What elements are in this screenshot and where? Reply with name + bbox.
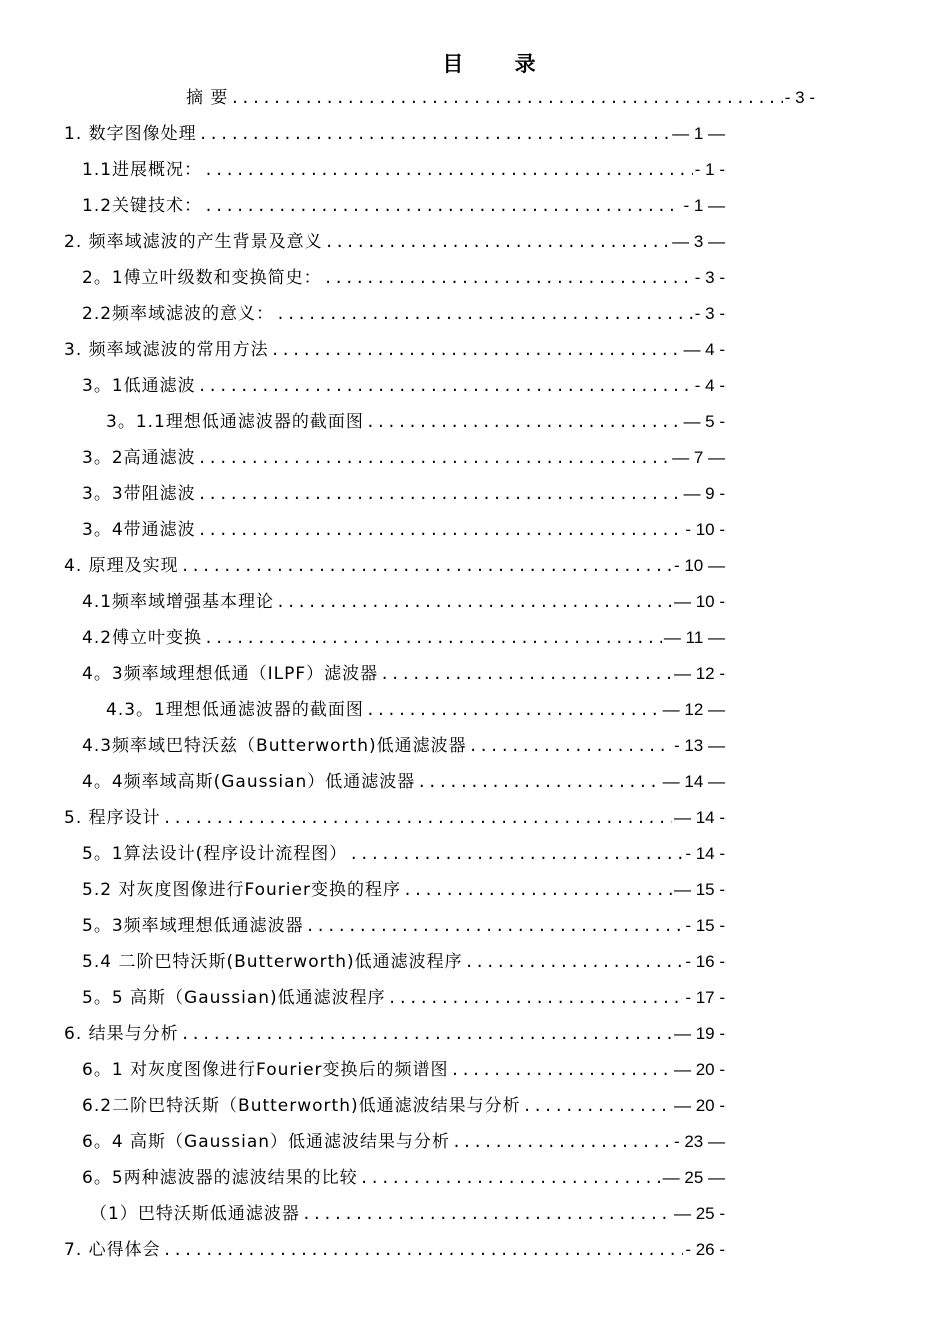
toc-entry-label: 4.3。1理想低通滤波器的截面图	[106, 700, 364, 720]
toc-entry-page-number: — 12 —	[662, 700, 725, 719]
toc-entry-page-number: - 17 -	[685, 988, 725, 1007]
toc-dot-leader	[204, 188, 681, 224]
toc-entry[interactable]	[90, 1196, 725, 1232]
toc-entry-label: 6. 结果与分析	[64, 1024, 179, 1044]
toc-entry-page-number: - 14 -	[685, 844, 725, 863]
toc-entry-page-number: - 13 —	[673, 736, 725, 755]
toc-entry-page-number: — 4 -	[683, 340, 725, 359]
toc-entry-label: 3. 频率域滤波的常用方法	[64, 340, 269, 360]
toc-entry-page-number: - 15 -	[685, 916, 725, 935]
toc-dot-leader	[230, 80, 782, 116]
toc-dot-leader	[276, 296, 693, 332]
toc-entry-label: 2.2频率域滤波的意义：	[82, 304, 275, 324]
toc-entry-page-number: — 25 —	[662, 1168, 725, 1187]
toc-entry-label: 1. 数字图像处理	[64, 124, 197, 144]
toc-dot-leader	[349, 836, 683, 872]
toc-entry-page-number: - 16 -	[685, 952, 725, 971]
toc-entry-label: 2. 频率域滤波的产生背景及意义	[64, 232, 323, 252]
toc-dot-leader	[366, 404, 682, 440]
toc-dot-leader	[302, 1196, 672, 1232]
toc-dot-leader	[181, 1016, 672, 1052]
toc-entry[interactable]	[82, 188, 725, 224]
toc-entry[interactable]	[64, 116, 725, 152]
toc-entry-page-number: - 1 —	[683, 196, 725, 215]
toc-entry-page-number: - 1 -	[694, 160, 725, 179]
toc-entry[interactable]	[64, 332, 725, 368]
toc-entry[interactable]	[82, 836, 725, 872]
toc-entry-page-number: — 25 -	[673, 1204, 725, 1223]
toc-entry-label: 4。4频率域高斯(Gaussian）低通滤波器	[82, 772, 416, 792]
toc-entry[interactable]	[106, 404, 725, 440]
toc-entry-label: 3。2高通滤波	[82, 448, 196, 468]
toc-dot-leader	[198, 476, 682, 512]
toc-entry-label: 2。1傅立叶级数和变换简史：	[82, 268, 322, 288]
toc-entry[interactable]	[82, 296, 725, 332]
toc-entry[interactable]	[64, 224, 725, 260]
toc-entry-label: （1）巴特沃斯低通滤波器	[90, 1204, 300, 1224]
toc-entry-label: 5。3频率域理想低通滤波器	[82, 916, 304, 936]
toc-entry-page-number: — 9 -	[683, 484, 725, 503]
toc-entry-page-number: — 19 -	[673, 1024, 725, 1043]
toc-dot-leader	[306, 908, 684, 944]
toc-entry[interactable]	[82, 908, 725, 944]
toc-entry-page-number: — 3 —	[672, 232, 725, 251]
toc-entry-label: 4.3频率域巴特沃兹（Butterworth)低通滤波器	[82, 736, 467, 756]
toc-dot-leader	[198, 440, 670, 476]
toc-dot-leader	[380, 656, 672, 692]
toc-title: 目 录	[442, 52, 558, 76]
toc-entry-label: 3。3带阻滤波	[82, 484, 196, 504]
toc-dot-leader	[388, 980, 684, 1016]
toc-entry-label: 6。5两种滤波器的滤波结果的比较	[82, 1168, 358, 1188]
toc-entry[interactable]	[82, 260, 725, 296]
toc-dot-leader	[199, 116, 670, 152]
toc-entry[interactable]	[82, 1052, 725, 1088]
toc-dot-leader	[325, 224, 670, 260]
toc-entry-page-number: - 26 -	[685, 1240, 725, 1259]
toc-entry-page-number: — 12 -	[673, 664, 725, 683]
toc-entry-page-number: - 3 -	[694, 268, 725, 287]
toc-entry-page-number: - 10 —	[673, 556, 725, 575]
toc-entry[interactable]	[82, 1088, 725, 1124]
toc-entry[interactable]	[64, 1016, 725, 1052]
toc-entry[interactable]	[64, 548, 725, 584]
toc-entry[interactable]	[82, 584, 725, 620]
toc-entry-page-number: — 15 -	[673, 880, 725, 899]
toc-entry[interactable]	[64, 1232, 725, 1268]
toc-entry[interactable]	[82, 440, 725, 476]
toc-entry[interactable]	[82, 656, 725, 692]
toc-entry-page-number: — 11 —	[663, 628, 725, 647]
toc-entry[interactable]	[82, 728, 725, 764]
toc-dot-leader	[403, 872, 672, 908]
toc-entry-label: 4.1频率域增强基本理论	[82, 592, 275, 612]
toc-entry-label: 3。1.1理想低通滤波器的截面图	[106, 412, 364, 432]
toc-dot-leader	[523, 1088, 672, 1124]
toc-entry-page-number: - 23 —	[673, 1132, 725, 1151]
toc-entry-label: 5.4 二阶巴特沃斯(Butterworth)低通滤波程序	[82, 952, 463, 972]
toc-entry-label: 5。1算法设计(程序设计流程图）	[82, 844, 348, 864]
toc-entry-page-number: — 10 -	[673, 592, 725, 611]
toc-dot-leader	[204, 152, 693, 188]
toc-dot-leader	[469, 728, 672, 764]
toc-entry-page-number: - 3 -	[784, 88, 815, 107]
toc-entry[interactable]	[64, 800, 725, 836]
toc-dot-leader	[324, 260, 693, 296]
toc-dot-leader	[271, 332, 682, 368]
toc-entry-page-number: - 4 -	[694, 376, 725, 395]
toc-entry[interactable]	[82, 476, 725, 512]
toc-dot-leader	[163, 800, 672, 836]
toc-entry-label: 5. 程序设计	[64, 808, 161, 828]
toc-dot-leader	[204, 620, 662, 656]
toc-entry[interactable]	[82, 1124, 725, 1160]
toc-dot-leader	[198, 368, 693, 404]
toc-entry[interactable]	[82, 872, 725, 908]
toc-dot-leader	[181, 548, 672, 584]
toc-entry-label: 3。4带通滤波	[82, 520, 196, 540]
toc-entry-page-number: — 20 -	[673, 1060, 725, 1079]
toc-entry-label: 1.1进展概况：	[82, 160, 203, 180]
toc-entry[interactable]	[186, 80, 815, 116]
toc-entry-page-number: — 7 —	[672, 448, 725, 467]
toc-entry[interactable]	[82, 764, 725, 800]
toc-entry[interactable]	[82, 620, 725, 656]
toc-entry-label: 摘 要	[186, 88, 229, 108]
toc-entry-page-number: — 14 -	[673, 808, 725, 827]
toc-entry-label: 4。3频率域理想低通（ILPF）滤波器	[82, 664, 379, 684]
toc-entry-page-number: — 14 —	[662, 772, 725, 791]
toc-entry-label: 5。5 高斯（Gaussian)低通滤波程序	[82, 988, 386, 1008]
toc-entry-label: 6。1 对灰度图像进行Fourier变换后的频谱图	[82, 1060, 449, 1080]
toc-dot-leader	[360, 1160, 661, 1196]
toc-entry-page-number: — 20 -	[673, 1096, 725, 1115]
toc-entry-label: 5.2 对灰度图像进行Fourier变换的程序	[82, 880, 401, 900]
toc-dot-leader	[366, 692, 661, 728]
toc-entry[interactable]	[82, 152, 725, 188]
toc-entry-label: 7. 心得体会	[64, 1240, 161, 1260]
toc-entry-page-number: — 5 -	[683, 412, 725, 431]
toc-entry-label: 3。1低通滤波	[82, 376, 196, 396]
toc-dot-leader	[276, 584, 672, 620]
toc-dot-leader	[198, 512, 684, 548]
toc-entry-label: 4. 原理及实现	[64, 556, 179, 576]
toc-dot-leader	[163, 1232, 684, 1268]
toc-dot-leader	[417, 764, 660, 800]
toc-entry-label: 4.2傅立叶变换	[82, 628, 203, 648]
toc-dot-leader	[452, 1124, 672, 1160]
toc-entry[interactable]	[106, 692, 725, 728]
toc-entry[interactable]	[82, 980, 725, 1016]
toc-entry-label: 6。4 高斯（Gaussian）低通滤波结果与分析	[82, 1132, 451, 1152]
toc-entry-label: 6.2二阶巴特沃斯（Butterworth)低通滤波结果与分析	[82, 1096, 521, 1116]
toc-entry[interactable]	[82, 944, 725, 980]
toc-entry[interactable]	[82, 368, 725, 404]
toc-entry-page-number: - 3 -	[694, 304, 725, 323]
toc-entry[interactable]	[82, 512, 725, 548]
toc-dot-leader	[451, 1052, 672, 1088]
toc-entry-label: 1.2关键技术：	[82, 196, 203, 216]
toc-entry-page-number: - 10 -	[685, 520, 725, 539]
toc-dot-leader	[465, 944, 684, 980]
toc-entry[interactable]	[82, 1160, 725, 1196]
toc-entry-page-number: — 1 —	[672, 124, 725, 143]
